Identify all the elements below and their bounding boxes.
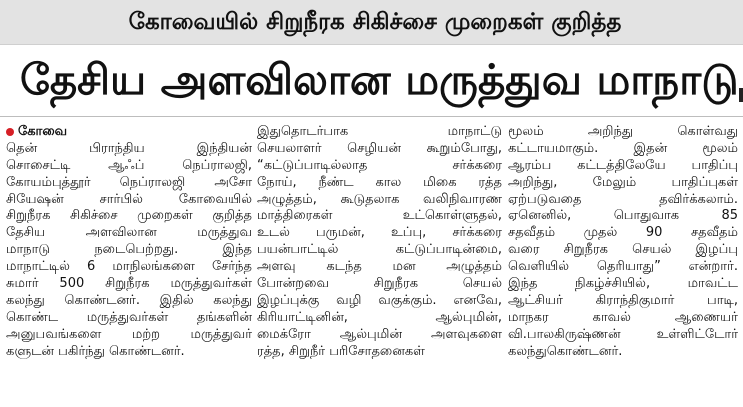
article-line: மாநாடு நடைபெற்றது. இந்த <box>6 242 252 258</box>
article-line: ஏனெனில், பொதுவாக 85 <box>508 208 738 224</box>
article-line: கட்டாயமாகும். இதன் மூலம் <box>508 140 738 156</box>
article-line: கலந்து கொண்டனர். இதில் கலந்து <box>6 292 252 308</box>
article-column-1 <box>6 124 252 402</box>
article-line: வி.பாலகிருஷ்ணன் உள்ளிட்டோர் <box>508 326 738 342</box>
article-column-2 <box>257 124 502 402</box>
article-line: சொசைட்டி ஆஃப் நெப்ராலஜி, <box>6 157 252 173</box>
column-body <box>6 141 252 361</box>
article-line: மாநாட்டில் 6 மாநிலங்களை சேர்ந்த <box>6 259 252 275</box>
article-line: ஆரம்ப கட்டத்திலேயே பாதிப்பு <box>508 157 738 173</box>
article-line: பயன்பாட்டில் கட்டுப்பாடின்மை, <box>257 242 502 258</box>
article-line: அறிந்து, மேலும் பாதிப்புகள் <box>508 174 738 190</box>
article-line: கிரியாட்டினின், ஆல்புமின், <box>257 309 502 325</box>
bullet-icon <box>6 128 14 136</box>
article-line: அளவு கடந்த மன அழுத்தம் <box>257 259 502 275</box>
article-line: இழப்புக்கு வழி வகுக்கும். எனவே, <box>257 292 502 308</box>
column-body <box>508 124 738 360</box>
article-line: களுடன் பகிர்ந்து கொண்டனர். <box>6 343 185 359</box>
article-line: வரை சிறுநீரக செயல் இழப்பு <box>508 242 738 258</box>
article-line: சுமார் 500 சிறுநீரக மருத்துவர்கள் <box>6 276 252 292</box>
article-line: மைக்ரோ ஆல்புமின் அளவுகளை <box>257 326 502 342</box>
article-line: மூலம் அறிந்து கொள்வது <box>508 124 738 139</box>
kicker-headline: கோவையில் சிறுநீரக சிகிச்சை முறைகள் குறித்த <box>128 9 622 35</box>
article-line: உடல் பருமன், உப்பு, சர்க்கரை <box>257 225 502 241</box>
article-line: இந்த நிகழ்ச்சியில், மாவட்ட <box>508 276 738 292</box>
dateline <box>6 124 252 141</box>
divider <box>0 116 743 117</box>
column-body <box>257 124 502 360</box>
article-line: “கட்டுப்பாடில்லாத சர்க்கரை <box>257 157 502 173</box>
dateline-text: கோவை <box>18 124 68 139</box>
article-line: அழுத்தம், கூடுதலாக வலிநிவாரண <box>257 191 502 207</box>
article-line: நோய், நீண்ட கால மிகை ரத்த <box>257 174 502 190</box>
article-line: சிறுநீரக சிகிச்சை முறைகள் குறித்த <box>6 208 252 224</box>
article-line: தேசிய அளவிலான மருத்துவ <box>6 225 252 241</box>
article-line: கலந்துகொண்டனர். <box>508 343 623 359</box>
article-line: மாத்திரைகள் உட்கொள்ளுதல், <box>257 208 502 224</box>
article-line: இதுதொடர்பாக மாநாட்டு <box>257 124 502 139</box>
article-line: மாநகர காவல் ஆணையர் <box>508 309 738 325</box>
article-line: சியேஷன் சார்பில் கோவையில் <box>6 191 252 207</box>
article-line: ரத்த, சிறுநீர் பரிசோதனைகள் <box>257 343 425 359</box>
main-headline: தேசிய அளவிலான மருத்துவ மாநாடு <box>20 55 739 104</box>
article-line: அனுபவங்களை மற்ற மருத்துவர் <box>6 326 252 342</box>
article-line: தென் பிராந்திய இந்தியன் <box>6 140 252 156</box>
article-line: கோயம்புத்தூர் நெப்ராலஜி அசோ <box>6 174 252 190</box>
article-line: ஆட்சியர் கிராந்திகுமார் பாடி, <box>508 292 738 308</box>
article-line: கொண்ட மருத்துவர்கள் தங்களின் <box>6 309 252 325</box>
article-line: போன்றவை சிறுநீரக செயல் <box>257 276 502 292</box>
article-line: செயலாளர் செழியன் கூறும்போது, <box>257 140 502 156</box>
edge-mark <box>739 88 743 102</box>
article-line: சதவீதம் முதல் 90 சதவீதம் <box>508 225 738 241</box>
article-column-3 <box>508 124 738 402</box>
article-line: வெளியில் தெரியாது” என்றார். <box>508 259 738 275</box>
article-line: ஏற்படுவதை தவிர்க்கலாம். <box>508 191 738 207</box>
